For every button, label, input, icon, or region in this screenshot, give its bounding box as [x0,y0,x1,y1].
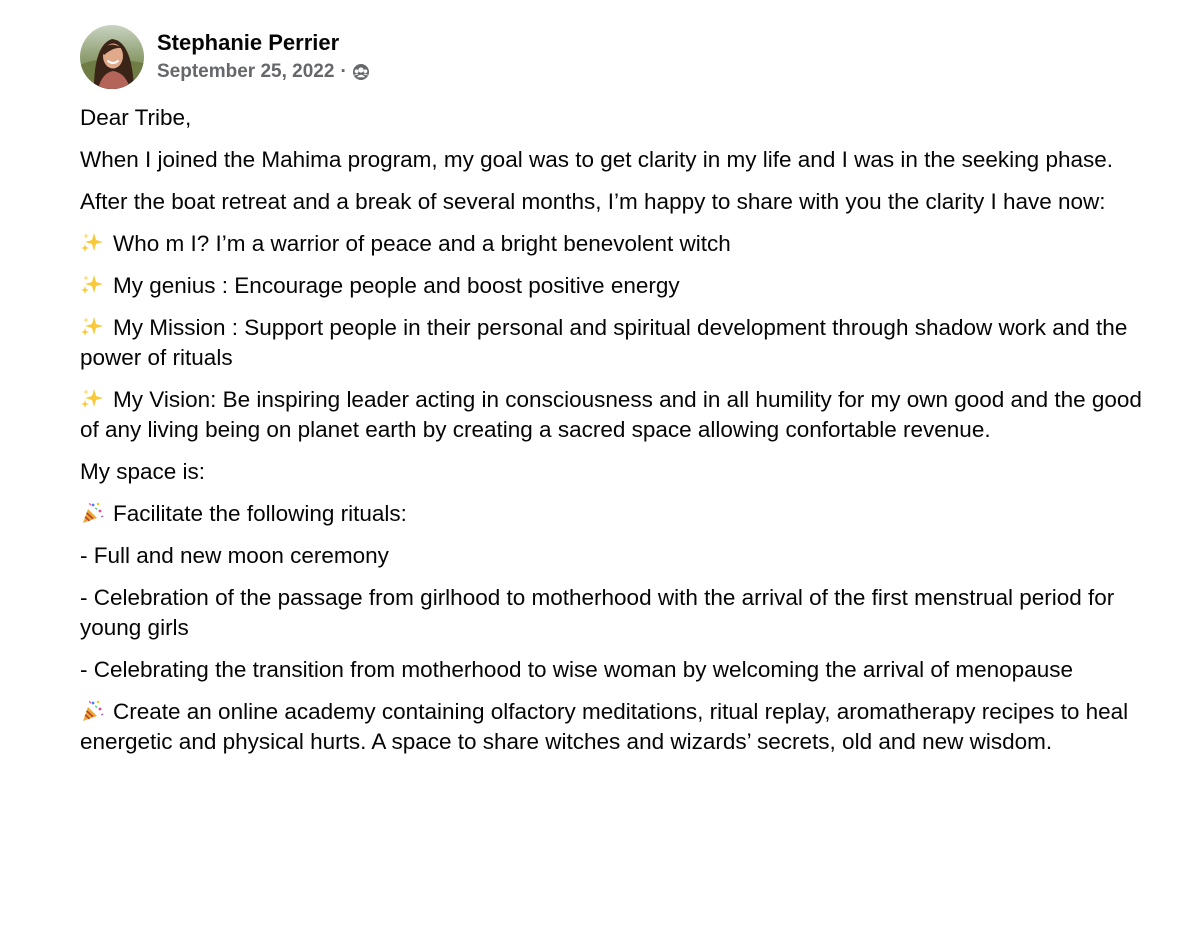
genius-line [80,271,1145,301]
ritual-item-2: - Celebration of the passage from girlhood to motherhood with the arrival of the first menstrual period for young girls [80,585,1115,640]
party-popper-emoji-icon [80,699,104,723]
ritual-item-1: - Full and new moon ceremony [80,543,389,568]
sparkles-emoji-icon [80,387,104,411]
mission-line [80,313,1145,373]
ritual-item-3: - Celebrating the transition from motherhood to wise woman by welcoming the arrival of menopause [80,657,1073,682]
meta-separator: · [340,60,347,82]
post-body [80,103,1145,769]
facilitate-line [80,499,1145,529]
space-intro-paragraph: My space is: [80,459,206,484]
greeting-paragraph: Dear Tribe, [80,105,192,130]
author-avatar[interactable] [80,25,144,89]
sparkles-emoji-icon [80,273,104,297]
vision-line [80,385,1145,445]
party-popper-emoji-icon [80,501,104,525]
sparkles-emoji-icon [80,315,104,339]
post-date[interactable]: September 25, 2022 [157,60,335,82]
clarity-paragraph: After the boat retreat and a break of several months, I’m happy to share with you the clarity I have now: [80,189,1106,214]
academy-line [80,697,1145,757]
who-text: Who m I? I’m a warrior of peace and a bright benevolent witch [113,231,731,256]
author-name[interactable]: Stephanie Perrier [157,29,340,55]
sparkles-emoji-icon [80,231,104,255]
who-line [80,229,1145,259]
post-subline [157,60,370,84]
post-header [80,24,370,90]
mission-text: My Mission : Support people in their personal and spiritual development through shadow work and the power of rituals [80,315,1128,370]
intro-paragraph: When I joined the Mahima program, my goal was to get clarity in my life and I was in the seeking phase. [80,147,1114,172]
genius-text: My genius : Encourage people and boost positive energy [113,273,680,298]
academy-text: Create an online academy containing olfactory meditations, ritual replay, aromatherapy recipes to heal energetic and physical hurts. A space to share witches and wizards’ secrets, old and new wisdom. [80,699,1129,754]
post-meta [157,29,370,84]
facilitate-text: Facilitate the following rituals: [113,501,407,526]
friends-audience-icon[interactable] [352,63,370,81]
vision-text: My Vision: Be inspiring leader acting in consciousness and in all humility for my own good and the good of any living being on planet earth by creating a sacred space allowing confortable revenue. [80,387,1142,442]
